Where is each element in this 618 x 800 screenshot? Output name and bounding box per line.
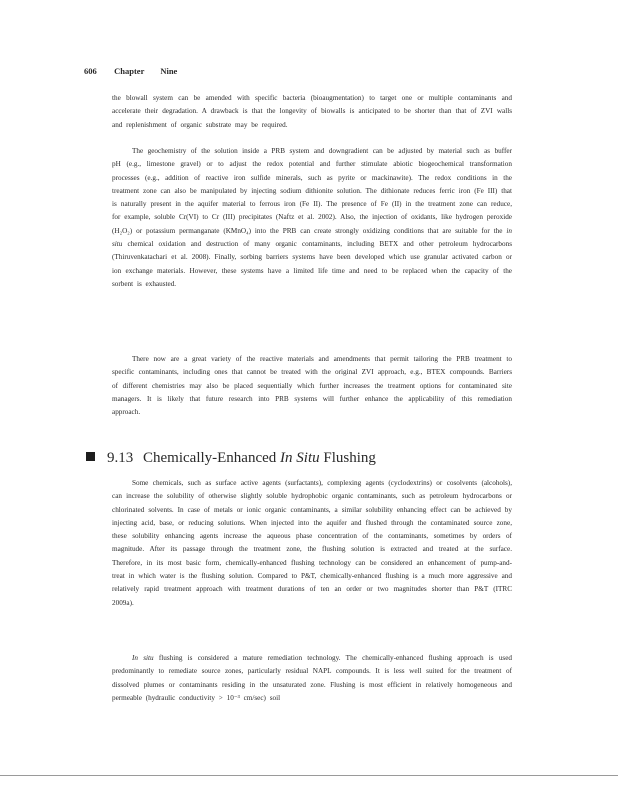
page-header <box>84 66 177 76</box>
paragraph-2-italic: in situ <box>112 226 513 249</box>
page-number: 606 <box>84 66 97 76</box>
paragraph-4 <box>112 477 512 610</box>
section-title-a: Chemically-Enhanced <box>143 450 277 466</box>
section-number: 9.13 <box>107 450 134 466</box>
section-title-italic: In Situ <box>280 450 320 466</box>
chapter-number: Nine <box>160 66 178 76</box>
paragraph-4-text: Some chemicals, such as surface active agents (surfactants), complexing agents (cyclodextrins) or cosolvents (alcohols), can increase the solubility of otherwise slightly soluble hydrophobic organic contaminants, such as petroleum hydrocarbons or chlorinated solvents. In case of metals or ionic organic contaminants, a similar solubility enhancing effect can be achieved by injecting acid, base, or reducing solutions. When injected into the aquifer and flushed through the contaminated source zone, these solubility enhancing agents increase the aqueous phase concentration of the contaminants, sometimes by orders of magnitude. After its passage through the treatment zone, the flushing solution is extracted and treated at the surface. Therefore, in its most basic form, chemically-enhanced flushing technology can be considered an enhancement of pump-and-treat in which water is the flushing solution. Compared to P&T, chemically-enhanced flushing is a much more aggressive and relatively rapid treatment approach with treatment durations of ten an order or two magnitudes shorter than P&T (ITRC 2009a). <box>112 479 512 607</box>
paragraph-3 <box>112 353 512 419</box>
bottom-rule <box>0 775 618 776</box>
section-heading <box>86 450 376 467</box>
paragraph-1: the blowall system can be amended with specific bacteria (bioaugmentation) to target one or multiple contaminants and accelerate their degradation. A drawback is that the longevity of biowalls is anticipated to be shorter than that of ZVI walls and replenishment of organic substrate may be required. <box>112 94 512 129</box>
paragraph-5-text: flushing is considered a mature remediation technology. The chemically-enhanced flushing approach is used predominantly to remediate source zones, particularly residual NAPL compounds. It is less well suited for the treatment of dissolved plumes or contaminants residing in the unsaturated zone. Flushing is most efficient in relatively homogeneous and permeable (hydraulic conductivity > 10⁻³ cm/sec) soil <box>112 654 513 702</box>
section-title-b: Flushing <box>323 450 376 466</box>
section-marker-icon <box>86 452 95 461</box>
paragraph-2 <box>112 145 512 291</box>
paragraph-3-text: There now are a great variety of the reactive materials and amendments that permit tailoring the PRB treatment to specific contaminants, including ones that cannot be treated with the original ZVI approach, e.g., BTEX compounds. Barriers of different chemistries may also be placed sequentially which further increases the treatment options for contaminated site managers. It is likely that future research into PRB systems will further enhance the applicability of this remediation approach. <box>112 355 512 417</box>
paragraph-2-text: The geochemistry of the solution inside a PRB system and downgradient can be adjusted by material such as buffer pH (e.g., limestone gravel) or to adjust the redox potential and further stimulate abiotic biogeochemical transformation processes (e.g., addition of reactive iron sulfide minerals, such as pyrite or mackinawite). The redox conditions in the treatment zone can also be manipulated by injecting sodium dithionite solution. The dithionate reduces ferric iron (Fe III) that is naturally present in the aquifer material to ferrous iron (Fe II). The presence of Fe (II) in the treatment zone can reduce, for example, soluble Cr(VI) to Cr (III) precipitates (Naftz et al. 2002). Also, the injection of oxidants, like hydrogen peroxide (H₂O₂) or potassium permanganate (KMnO₄) into the PRB can create strongly oxidizing conditions that are suitable for the <box>112 147 512 235</box>
paragraph-5 <box>112 652 512 705</box>
chapter-label: Chapter <box>114 66 145 76</box>
paragraph-2-end: chemical oxidation and destruction of many organic contaminants, including BETX and other petroleum hydrocarbons (Thiruvenkatachari et al. 2008). Finally, sorbing barriers systems have been developed which use granular activated carbon or ion exchange materials. However, these systems have a limited life time and need to be replaced when the capacity of the sorbent is exhausted. <box>112 240 512 288</box>
paragraph-5-italic: In situ <box>132 654 154 662</box>
